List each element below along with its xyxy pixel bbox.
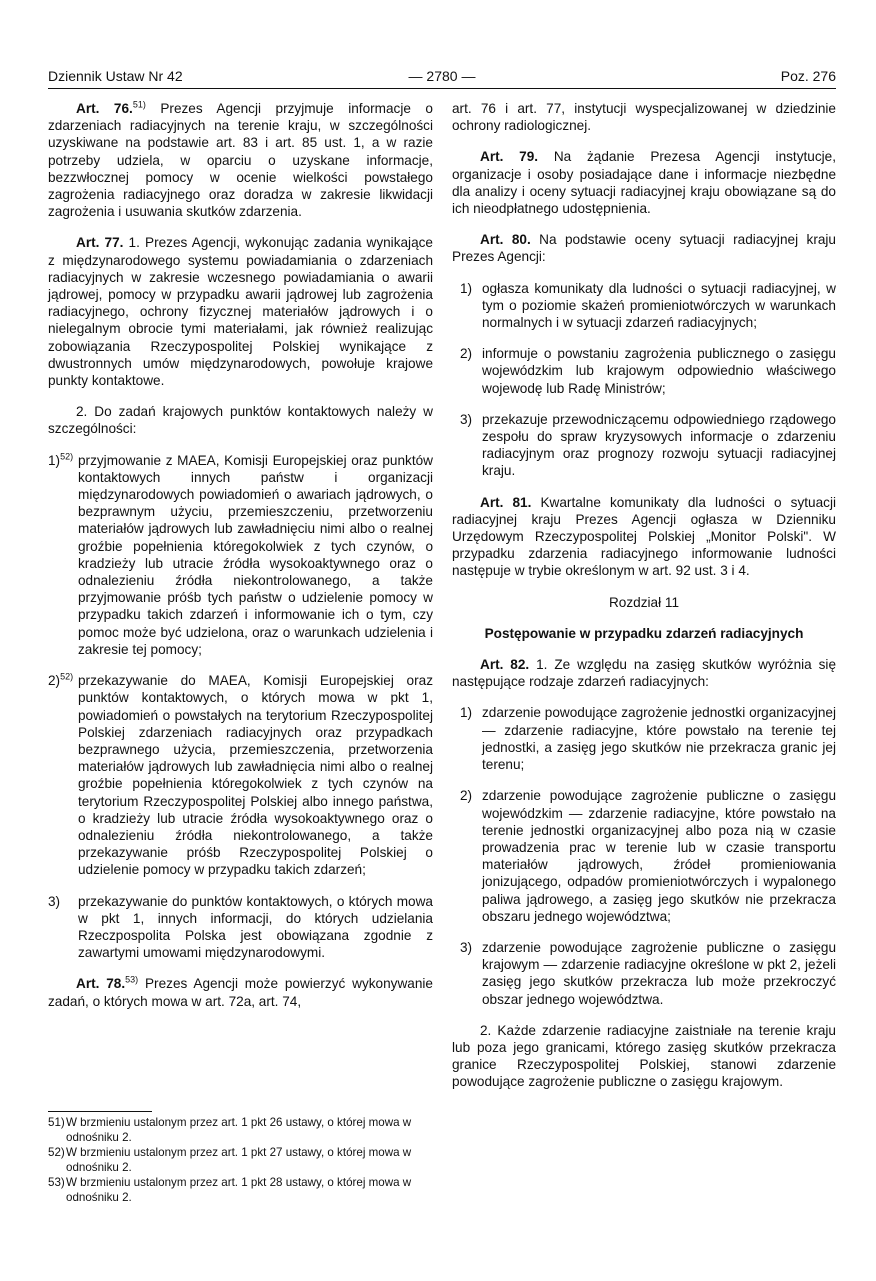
- article-78: [48, 975, 433, 1009]
- item-text: przekazuje przewodniczącemu odpowiedniego rządowego zespołu do spraw kryzysowych informacje o zdarzeniu radiacyjnym oraz prognozy rozwoju sytuacji radiacyjnej kraju.: [482, 411, 836, 479]
- item-number: 1): [460, 280, 473, 296]
- list-item: [48, 893, 433, 962]
- position-number: Poz. 276: [780, 68, 836, 84]
- article-text: 1. Prezes Agencji, wykonując zadania wynikające z międzynarodowego systemu powiadamiania o zdarzeniach radiacyjnych w zakresie wczesnego powiadamiania o awarii jądrowej, pomocy w przypadku awarii jądrowej lub zagrożenia radiacyjnego, ochrony fizycznej materiałów jądrowych i o nielegalnym obrocie tymi materiałami, jak również realizując zobowiązania Rzeczypospolitej Polskiej wynikające z dwustronnych umów międzynarodowych, powołuje krajowe punkty kontaktowe.: [48, 235, 433, 389]
- item-text: ogłasza komunikaty dla ludności o sytuacji radiacyjnej, w tym o poziomie skażeń promieniotwórczych w warunkach normalnych i w sytuacji zdarzeń radiacyjnych;: [482, 280, 836, 331]
- item-number: 3): [48, 893, 61, 909]
- list-item: [452, 939, 836, 1008]
- right-column: [452, 100, 836, 1105]
- item-text: przekazywanie do MAEA, Komisji Europejskiej oraz punktów kontaktowych, o których mowa w pkt 1, powiadomień o powstałych na terytorium Rzeczypospolitej Polskiej zdarzeniach radiacyjnych oraz przypadkach bezprawnego użycia, przemieszczenia, przetworzenia materiałów jądrowych lub zawładnięcia nimi albo o realnej groźbie popełnienia któregokolwiek z tych czynów na terytorium Rzeczypospolitej Polskiej albo innego państwa, o kradzieży lub utracie źródła wysokoaktywnego oraz o odnalezieniu źródła niekontrolowanego, a także przekazywanie próśb Rzeczypospolitej Polskiej o udzielenie pomocy w przypadku takich zdarzeń;: [78, 673, 433, 878]
- list-item: [452, 280, 836, 332]
- list-item: [452, 411, 836, 480]
- footnotes: [48, 1116, 433, 1206]
- item-text: przekazywanie do punktów kontaktowych, o których mowa w pkt 1, innych informacji, do których udzielania Rzeczpospolita Polska jest obowiązana zgodnie z zawartymi umowami międzynarodowymi.: [78, 893, 433, 961]
- article-label: Art. 82.: [480, 657, 530, 673]
- article-text: 1. Ze względu na zasięg skutków wyróżnia się następujące rodzaje zdarzeń radiacyjnych:: [452, 657, 837, 690]
- item-number: 1): [460, 705, 473, 721]
- item-number: 1)$^{52)}$: [48, 451, 74, 468]
- article-label: Art. 78.: [76, 976, 126, 992]
- footnote-divider: [48, 1111, 152, 1112]
- item-text: zdarzenie powodujące zagrożenie publiczne o zasięgu wojewódzkim — zdarzenie radiacyjne, które powstało na terenie jednostki organizacyjnej albo poza nią w czasie prowadzenia prac w terenie lub w czasie transportu materiałów jądrowych, źródeł promieniowania jonizującego, odpadów promieniotwórczych i wypalonego paliwa jądrowego, a zasięg jego skutków nie przekracza obszaru jednego województwa;: [482, 788, 836, 924]
- article-76: [48, 100, 433, 220]
- chapter-title: Postępowanie w przypadku zdarzeń radiacyjnych: [484, 625, 804, 641]
- footnote: 51) W brzmieniu ustalonym przez art. 1 pkt 26 ustawy, o której mowa w odnośniku 2.: [48, 1116, 412, 1144]
- article-text: Na podstawie oceny sytuacji radiacyjnej kraju Prezes Agencji:: [452, 232, 836, 265]
- article-text: Prezes Agencji przyjmuje informacje o zdarzeniach radiacyjnych na terenie kraju, w szczególności uzyskiwane na podstawie art. 83 i art. 85 ust. 1, a w razie potrzeby udziela, w oparciu o uzyskane informacje, bezzwłocznej pomocy w ocenie wielkości powstałego zagrożenia radiacyjnego oraz doradza w zakresie likwidacji zagrożenia i usuwania skutków zdarzenia.: [48, 101, 433, 220]
- article-79: [452, 148, 836, 217]
- footnote-ref: 53): [125, 974, 139, 985]
- article-80: [452, 231, 836, 265]
- item-number: 2)$^{52)}$: [48, 671, 74, 689]
- list-item: [452, 787, 836, 925]
- footnote: 53) W brzmieniu ustalonym przez art. 1 pkt 28 ustawy, o której mowa w odnośniku 2.: [48, 1176, 412, 1204]
- footnote-ref: 51): [132, 99, 146, 110]
- item-text: informuje o powstaniu zagrożenia publicznego o zasięgu wojewódzkim lub krajowym odpowiednio właściwego wojewodę lub Radę Ministrów;: [482, 346, 836, 396]
- article-82-par-2: 2. Każde zdarzenie radiacyjne zaistniałe na terenie kraju lub poza jego granicami, którego zasięg skutków przekracza granice Rzeczypospolitej Polskiej, stanowi zdarzenie powodujące zagrożenie publiczne o zasięgu krajowym.: [452, 1022, 836, 1090]
- article-78-continued: art. 76 i art. 77, instytucji wyspecjalizowanej w dziedzinie ochrony radiologicznej.: [452, 101, 836, 134]
- item-text: zdarzenie powodujące zagrożenie publiczne o zasięgu krajowym — zdarzenie radiacyjne określone w pkt 2, jeżeli zasięg jego skutków przekracza lub może przekroczyć obszar jednego województwa.: [482, 939, 836, 1007]
- journal-title: Dziennik Ustaw Nr 42: [48, 68, 183, 84]
- article-label: Art. 76.: [76, 101, 133, 116]
- article-77-par-2: 2. Do zadań krajowych punktów kontaktowych należy w szczególności:: [48, 404, 433, 437]
- chapter-number: Rozdział 11: [608, 594, 680, 610]
- item-number: 2): [460, 788, 473, 804]
- article-81: [452, 494, 836, 580]
- list-item: [48, 452, 433, 658]
- item-number: 3): [460, 939, 473, 955]
- page-number: — 2780 —: [408, 68, 476, 84]
- item-number: 3): [460, 411, 473, 427]
- article-text: Na żądanie Prezesa Agencji instytucje, organizacje i osoby posiadające dane i informacje niezbędne dla analizy i oceny sytuacji radiacyjnej kraju obowiązane są do ich nieodpłatnego udostępnienia.: [452, 149, 836, 217]
- article-label: Art. 77.: [76, 235, 124, 251]
- article-label: Art. 81.: [480, 494, 532, 510]
- article-text: Kwartalne komunikaty dla ludności o sytuacji radiacyjnej kraju Prezes Agencji ogłasza w Dzienniku Urzędowym Rzeczypospolitej Polskiej „Monitor Polski". W przypadku zdarzenia radiacyjnego informowanie ludności następuje w trybie określonym w art. 92 ust. 3 i 4.: [452, 494, 836, 579]
- article-label: Art. 80.: [480, 232, 531, 248]
- article-text: Prezes Agencji może powierzyć wykonywanie zadań, o których mowa w art. 72a, art. 74,: [48, 976, 433, 1009]
- article-77-par-1: [48, 234, 433, 389]
- list-item: [452, 704, 836, 773]
- article-label: Art. 79.: [480, 149, 539, 165]
- item-number: 2): [460, 346, 473, 362]
- article-82-par-1: [452, 656, 836, 690]
- left-column: [48, 100, 433, 1024]
- list-item: [452, 345, 836, 397]
- list-item: [48, 672, 433, 878]
- page-header: [48, 68, 836, 89]
- item-text: przyjmowanie z MAEA, Komisji Europejskiej oraz punktów kontaktowych innych państw i organizacji międzynarodowych powiadomień o awariach jądrowych, o bezprawnym użyciu, przemieszczeniu, przetworzeniu materiałów jądrowych lub zawładnięciu nimi albo o realnej groźbie popełnienia któregokolwiek z tych czynów, o kradzieży lub utracie źródła wysokoaktywnego oraz o odnalezieniu źródła niekontrolowanego, a także przyjmowanie próśb tych państw o udzielenie pomocy w przypadku takich zdarzeń i informowanie ich o tym, czy pomoc może być udzielona, oraz o warunkach udzielenia i zakresie tej pomocy;: [78, 452, 433, 657]
- footnote: 52) W brzmieniu ustalonym przez art. 1 pkt 27 ustawy, o której mowa w odnośniku 2.: [48, 1146, 412, 1174]
- item-text: zdarzenie powodujące zagrożenie jednostki organizacyjnej — zdarzenie radiacyjne, które powstało na terenie tej jednostki, a zasięg jego skutków nie przekracza granic jej terenu;: [482, 705, 836, 773]
